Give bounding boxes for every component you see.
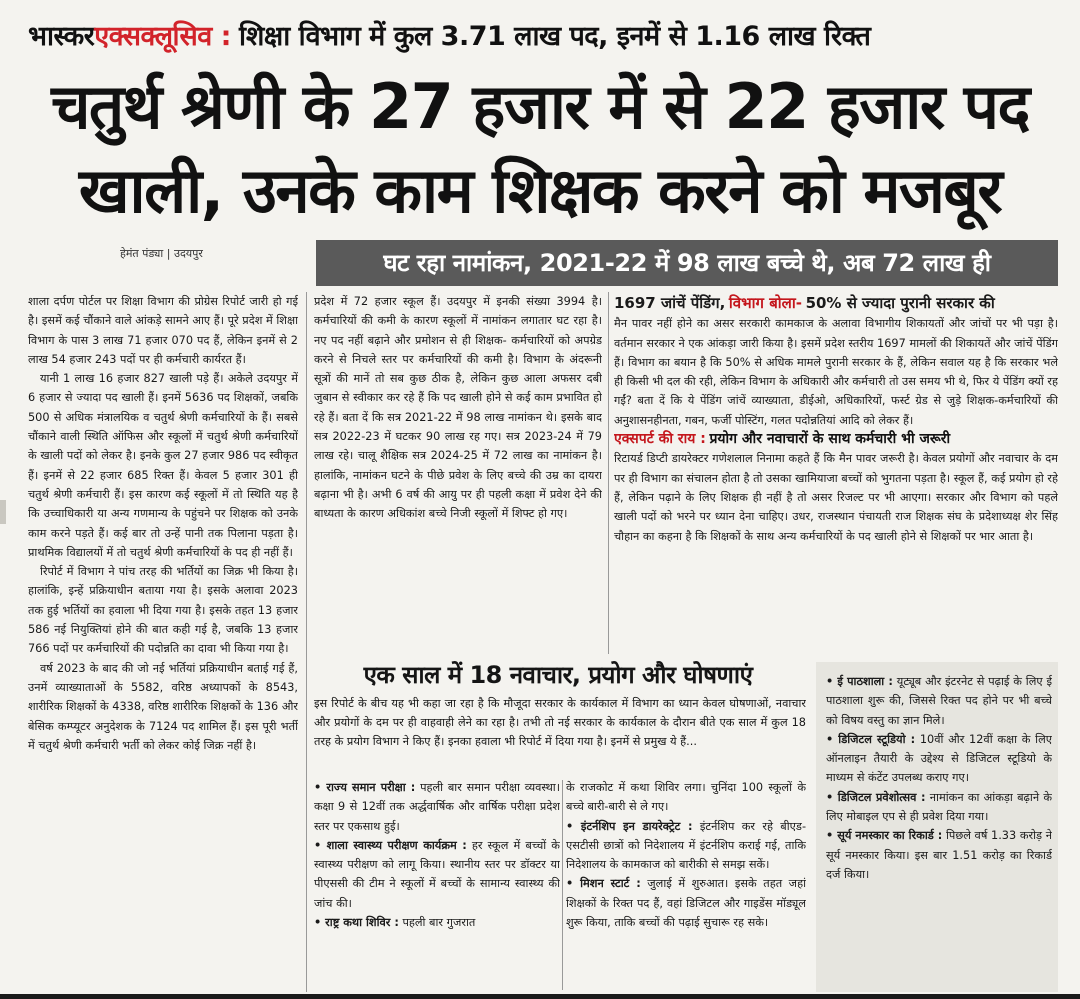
item-text: 10वीं और 12वीं कक्षा के लिए ऑनलाइन तैयारी के उद्देश्य से डिजिटल स्टूडियो के माध्यम से कंटेंट उपलब्ध कराए गए। xyxy=(826,732,1052,785)
expert-label: एक्सपर्ट की राय : xyxy=(614,431,706,448)
list-item xyxy=(566,778,806,817)
item-text: के राजकोट में कथा शिविर लगा। चुनिंदा 100 स्कूलों के बच्चे बारी-बारी से ले गए। xyxy=(566,781,806,814)
list-item xyxy=(826,788,1052,827)
item-title: • सूर्य नमस्कार का रिकार्ड : xyxy=(826,829,943,843)
pending-kicker xyxy=(614,294,1058,314)
item-title: • डिजिटल प्रवेशोत्सव : xyxy=(826,790,926,804)
item-title: • राष्ट्र कथा शिविर : xyxy=(314,916,399,930)
headline-line-2: खाली, उनके काम शिक्षक करने को मजबूर xyxy=(78,154,1002,227)
section-heading: एक साल में 18 नवाचार, प्रयोग और घोषणाएं xyxy=(363,661,753,689)
paragraph: मैन पावर नहीं होने का असर सरकारी कामकाज के अलावा विभागीय शिकायतों और जांचों पर भी पड़ा है। वर्तमान सरकार ने एक आंकड़ा जारी किया है। इसमें प्रदेश स्तरीय 1697 मामलों की शिकायतें और जांचें पेंडिंग हैं। विभाग का बयान है कि 50% से अधिक मामले पुरानी सरकार के हैं, लेकिन सवाल यह है कि सरकार भले ही किसी भी दल की रही, लेकिन विभाग के अधिकारी और कर्मचारी तो उस समय भी थे, फिर ये पेंडिंग क्यों रह गईं? बता दें कि ये पेंडिंग जांचें व्याख्याता, डीईओ, अधिकारियों, फर्स्ट ग्रेड से जुड़े शिक्षक-कर्मचारियों की अनुशासनहीनता, गबन, फर्जी पोस्टिंग, गलत पदोन्नतियां आदि को लेकर हैं। xyxy=(614,317,1058,427)
list-item xyxy=(566,874,806,932)
column-divider xyxy=(608,292,609,654)
paragraph: रिपोर्ट में विभाग ने पांच तरह की भर्तियों का जिक्र भी किया है। हालांकि, इन्हें प्रक्रियाधीन बताया गया है। इसके अलावा 2023 तक हुई भर्तियों का हवाला भी दिया गया है। इसके तहत 13 हजार 586 नई नियुक्तियां होने की बात कही गई है, जबकि 13 हजार 766 पदों पर कर्मचारियों की पदोन्नति का दावा भी किया गया है। xyxy=(28,565,298,656)
bullets-middle xyxy=(566,778,806,992)
item-text: पिछले वर्ष 1.33 करोड़ ने सूर्य नमस्कार किया। इस बार 1.51 करोड़ का रिकार्ड दर्ज किया। xyxy=(826,829,1052,881)
paragraph: रिटायर्ड डिप्टी डायरेक्टर गणेशलाल निनामा कहते हैं कि मैन पावर जरूरी है। केवल प्रयोगों और नवाचार के दम पर ही विभाग का संचालन होता है तो उसका खामियाजा बच्चों को भुगतना पड़ता है। स्कूल हैं, कई प्रयोग हो रहे हैं, लेकिन पढ़ाने के लिए शिक्षक ही नहीं है तो असर रिजल्ट पर भी आएगा। सरकार और विभाग को पहले खाली पदों को भरने पर ध्यान देना चाहिए। उधर, राजस्थान पंचायती राज शिक्षक संघ के प्रदेशाध्यक्ष शेर सिंह चौहान का कहना है कि शिक्षकों के साथ अन्य कर्मचारियों के पद खाली होने से शिक्षकों पर भार आता है। xyxy=(614,452,1058,543)
kicker-lead: 1697 जांचें पेंडिंग, xyxy=(614,294,726,312)
column-divider xyxy=(562,780,563,990)
item-title: • मिशन स्टार्ट : xyxy=(566,877,641,891)
column-2 xyxy=(314,292,602,654)
item-text: नामांकन का आंकड़ा बढ़ाने के लिए मोबाइल एप से ही प्रवेश दिया गया। xyxy=(826,790,1052,824)
page-edge-mark xyxy=(0,500,6,524)
item-text: हर स्कूल में बच्चों के स्वास्थ्य परीक्षण को लागू किया। स्थानीय स्तर पर डॉक्टर या पीएससी की टीम ने स्कूलों में बच्चों के सामान्य स्वास्थ्य की जांच की। xyxy=(314,838,560,910)
paragraph: प्रदेश में 72 हजार स्कूल हैं। उदयपुर में इनकी संख्या 3994 है। कर्मचारियों की कमी के कारण स्कूलों में नामांकन लगातार घट रहा है। नए पद नहीं बढ़ाने और प्रमोशन से ही शिक्षक- कर्मचारियों को अपग्रेड करने से निचले स्तर पर कर्मचारियों की कमी है। विभाग के अंदरूनी सूत्रों की मानें तो सब कुछ ठीक है, लेकिन कुछ आला अफसर दबी जुबान से स्वीकार कर रहे हैं कि पद खाली होने से कई काम प्रभावित हो रहे हैं। बता दें कि सत्र 2021-22 में 98 लाख नामांकन थे। इसके बाद सत्र 2022-23 में घटकर 90 लाख रह गए। सत्र 2023-24 में 79 लाख रहे। चालू शैक्षिक सत्र 2024-25 में 72 लाख का नामांकन है। हालांकि, नामांकन घटने के पीछे प्रवेश के लिए बच्चे की उम्र का दायरा बढ़ाना भी है। अभी 6 वर्ष की आयु पर ही पहली कक्षा में प्रवेश देने की बाध्यता के कारण अधिकांश बच्चे निजी स्कूलों में शिफ्ट हो गए। xyxy=(314,295,602,521)
list-item xyxy=(314,836,560,913)
expert-heading xyxy=(614,430,1058,449)
paragraph: शाला दर्पण पोर्टल पर शिक्षा विभाग की प्रोग्रेस रिपोर्ट जारी हो गई है। इसमें कई चौंकाने वाले आंकड़े सामने आए हैं। पूरे प्रदेश में शिक्षा विभाग के पास 3 लाख 71 हजार 070 पद हैं, लेकिन इनमें से 2 लाख 54 हजार 243 पदों पर ही कर्मचारी कार्यरत हैं। xyxy=(28,295,298,366)
item-title: • ई पाठशाला : xyxy=(826,675,893,688)
subheadline-bar: घट रहा नामांकन, 2021-22 में 98 लाख बच्चे थे, अब 72 लाख ही xyxy=(316,240,1058,286)
kicker-red: विभाग बोला- xyxy=(728,294,802,312)
column-3 xyxy=(614,294,1058,654)
item-text: इंटर्नशिप कर रहे बीएड-एसटीसी छात्रों को निदेशालय में इंटर्नशिप कराई गई, ताकि निदेशालय के कामकाज को बारीकी से समझ सकें। xyxy=(566,819,806,872)
bullets-left xyxy=(314,778,560,992)
section-intro: इस रिपोर्ट के बीच यह भी कहा जा रहा है कि मौजूदा सरकार के कार्यकाल में विभाग का ध्यान केवल घोषणाओं, नवाचार और प्रयोगों के दम पर ही वाहवाही लेने का रहा है। तभी तो नई सरकार के कार्यकाल के दौरान बीते एक साल में कुल 18 तरह के प्रयोग विभाग ने किए हैं। इनका हवाला भी रिपोर्ट में दिया गया है। इनमें से प्रमुख ये हैं... xyxy=(314,697,806,748)
item-title: • इंटर्नशिप इन डायरेक्ट्रेट : xyxy=(566,819,693,833)
top-kicker xyxy=(28,16,1058,52)
expert-title: प्रयोग और नवाचारों के साथ कर्मचारी भी जरूरी xyxy=(709,431,951,448)
brand-name: भास्कर xyxy=(28,20,95,52)
column-divider xyxy=(306,292,307,992)
byline: हेमंत पंड्या | उदयपुर xyxy=(120,247,203,260)
list-item xyxy=(314,913,560,932)
item-title: • राज्य समान परीक्षा : xyxy=(314,781,416,794)
item-text: पहली बार गुजरात xyxy=(402,916,476,930)
brand-exclusive: एक्सक्लूसिव : xyxy=(94,20,231,52)
kicker-rest: 50% से ज्यादा पुरानी सरकार की xyxy=(805,294,995,312)
bottom-border xyxy=(0,994,1080,999)
item-text: जुलाई में शुरुआत। इसके तहत जहां शिक्षकों के रिक्त पद हैं, वहां डिजिटल और गाइडेंस मॉड्यूल शुरू किया, ताकि बच्चों की पढ़ाई सुचारू रह सके। xyxy=(566,877,806,930)
sidebar-content xyxy=(826,672,1052,990)
item-title: • शाला स्वास्थ्य परीक्षण कार्यक्रम : xyxy=(314,838,467,852)
column-1 xyxy=(28,292,298,992)
list-item xyxy=(826,826,1052,884)
list-item xyxy=(566,817,806,875)
headline-line-1: चतुर्थ श्रेणी के 27 हजार में से 22 हजार पद xyxy=(51,70,1029,143)
paragraph: वर्ष 2023 के बाद की जो नई भर्तियां प्रक्रियाधीन बताई गई हैं, उनमें व्याख्याताओं के 5582, वरिष्ठ अध्यापकों के 8543, शारीरिक शिक्षकों के 4338, वरिष्ठ शारीरिक शिक्षकों के 136 और बेसिक कम्प्यूटर अनुदेशक के 7124 पद शामिल हैं। इस पूरी भर्ती में चतुर्थ श्रेणी कर्मचारी भर्ती को लेकर कोई जिक्र नहीं है। xyxy=(28,661,298,752)
kicker-text: शिक्षा विभाग में कुल 3.71 लाख पद, इनमें से 1.16 लाख रिक्त xyxy=(238,20,871,52)
item-text: पहली बार समान परीक्षा व्यवस्था। कक्षा 9 से 12वीं तक अर्द्धवार्षिक और वार्षिक परीक्षा प्रदेश स्तर पर एकसाथ हुई। xyxy=(314,781,560,833)
list-item xyxy=(826,730,1052,788)
paragraph: यानी 1 लाख 16 हजार 827 खाली पड़े हैं। अकेले उदयपुर में 6 हजार से ज्यादा पद खाली हैं। इनमें 5636 पद शिक्षकों, जबकि 500 से अधिक मंत्रालयिक व चतुर्थ श्रेणी कर्मचारियों के हैं। सबसे चौंकाने वाली स्थिति ऑफिस और स्कूलों में चतुर्थ श्रेणी कर्मचारियों के खाली पदों को लेकर है। इनके कुल 27 हजार 986 पद स्वीकृत हैं। इनमें से 22 हजार 685 रिक्त हैं। केवल 5 हजार 301 ही चतुर्थ श्रेणी कर्मचारी हैं। इस कारण कई स्कूलों में तो स्थिति यह है कि उच्चाधिकारी या अन्य गणमान्य के पहुंचने पर शिक्षक को उनके काम करने पड़ते हैं। कई बार तो उन्हें पानी तक पिलाना पड़ता है। प्राथमिक विद्यालयों में तो चतुर्थ श्रेणी कर्मचारियों के पद ही नहीं हैं। xyxy=(28,372,298,559)
item-text: यूट्यूब और इंटरनेट से पढ़ाई के लिए ई पाठशाला शुरू की, जिससे रिक्त पद होने पर भी बच्चे को विषय वस्तु का ज्ञान मिले। xyxy=(826,675,1052,727)
item-title: • डिजिटल स्टूडियो : xyxy=(826,732,916,746)
list-item xyxy=(314,778,560,836)
list-item xyxy=(826,672,1052,730)
